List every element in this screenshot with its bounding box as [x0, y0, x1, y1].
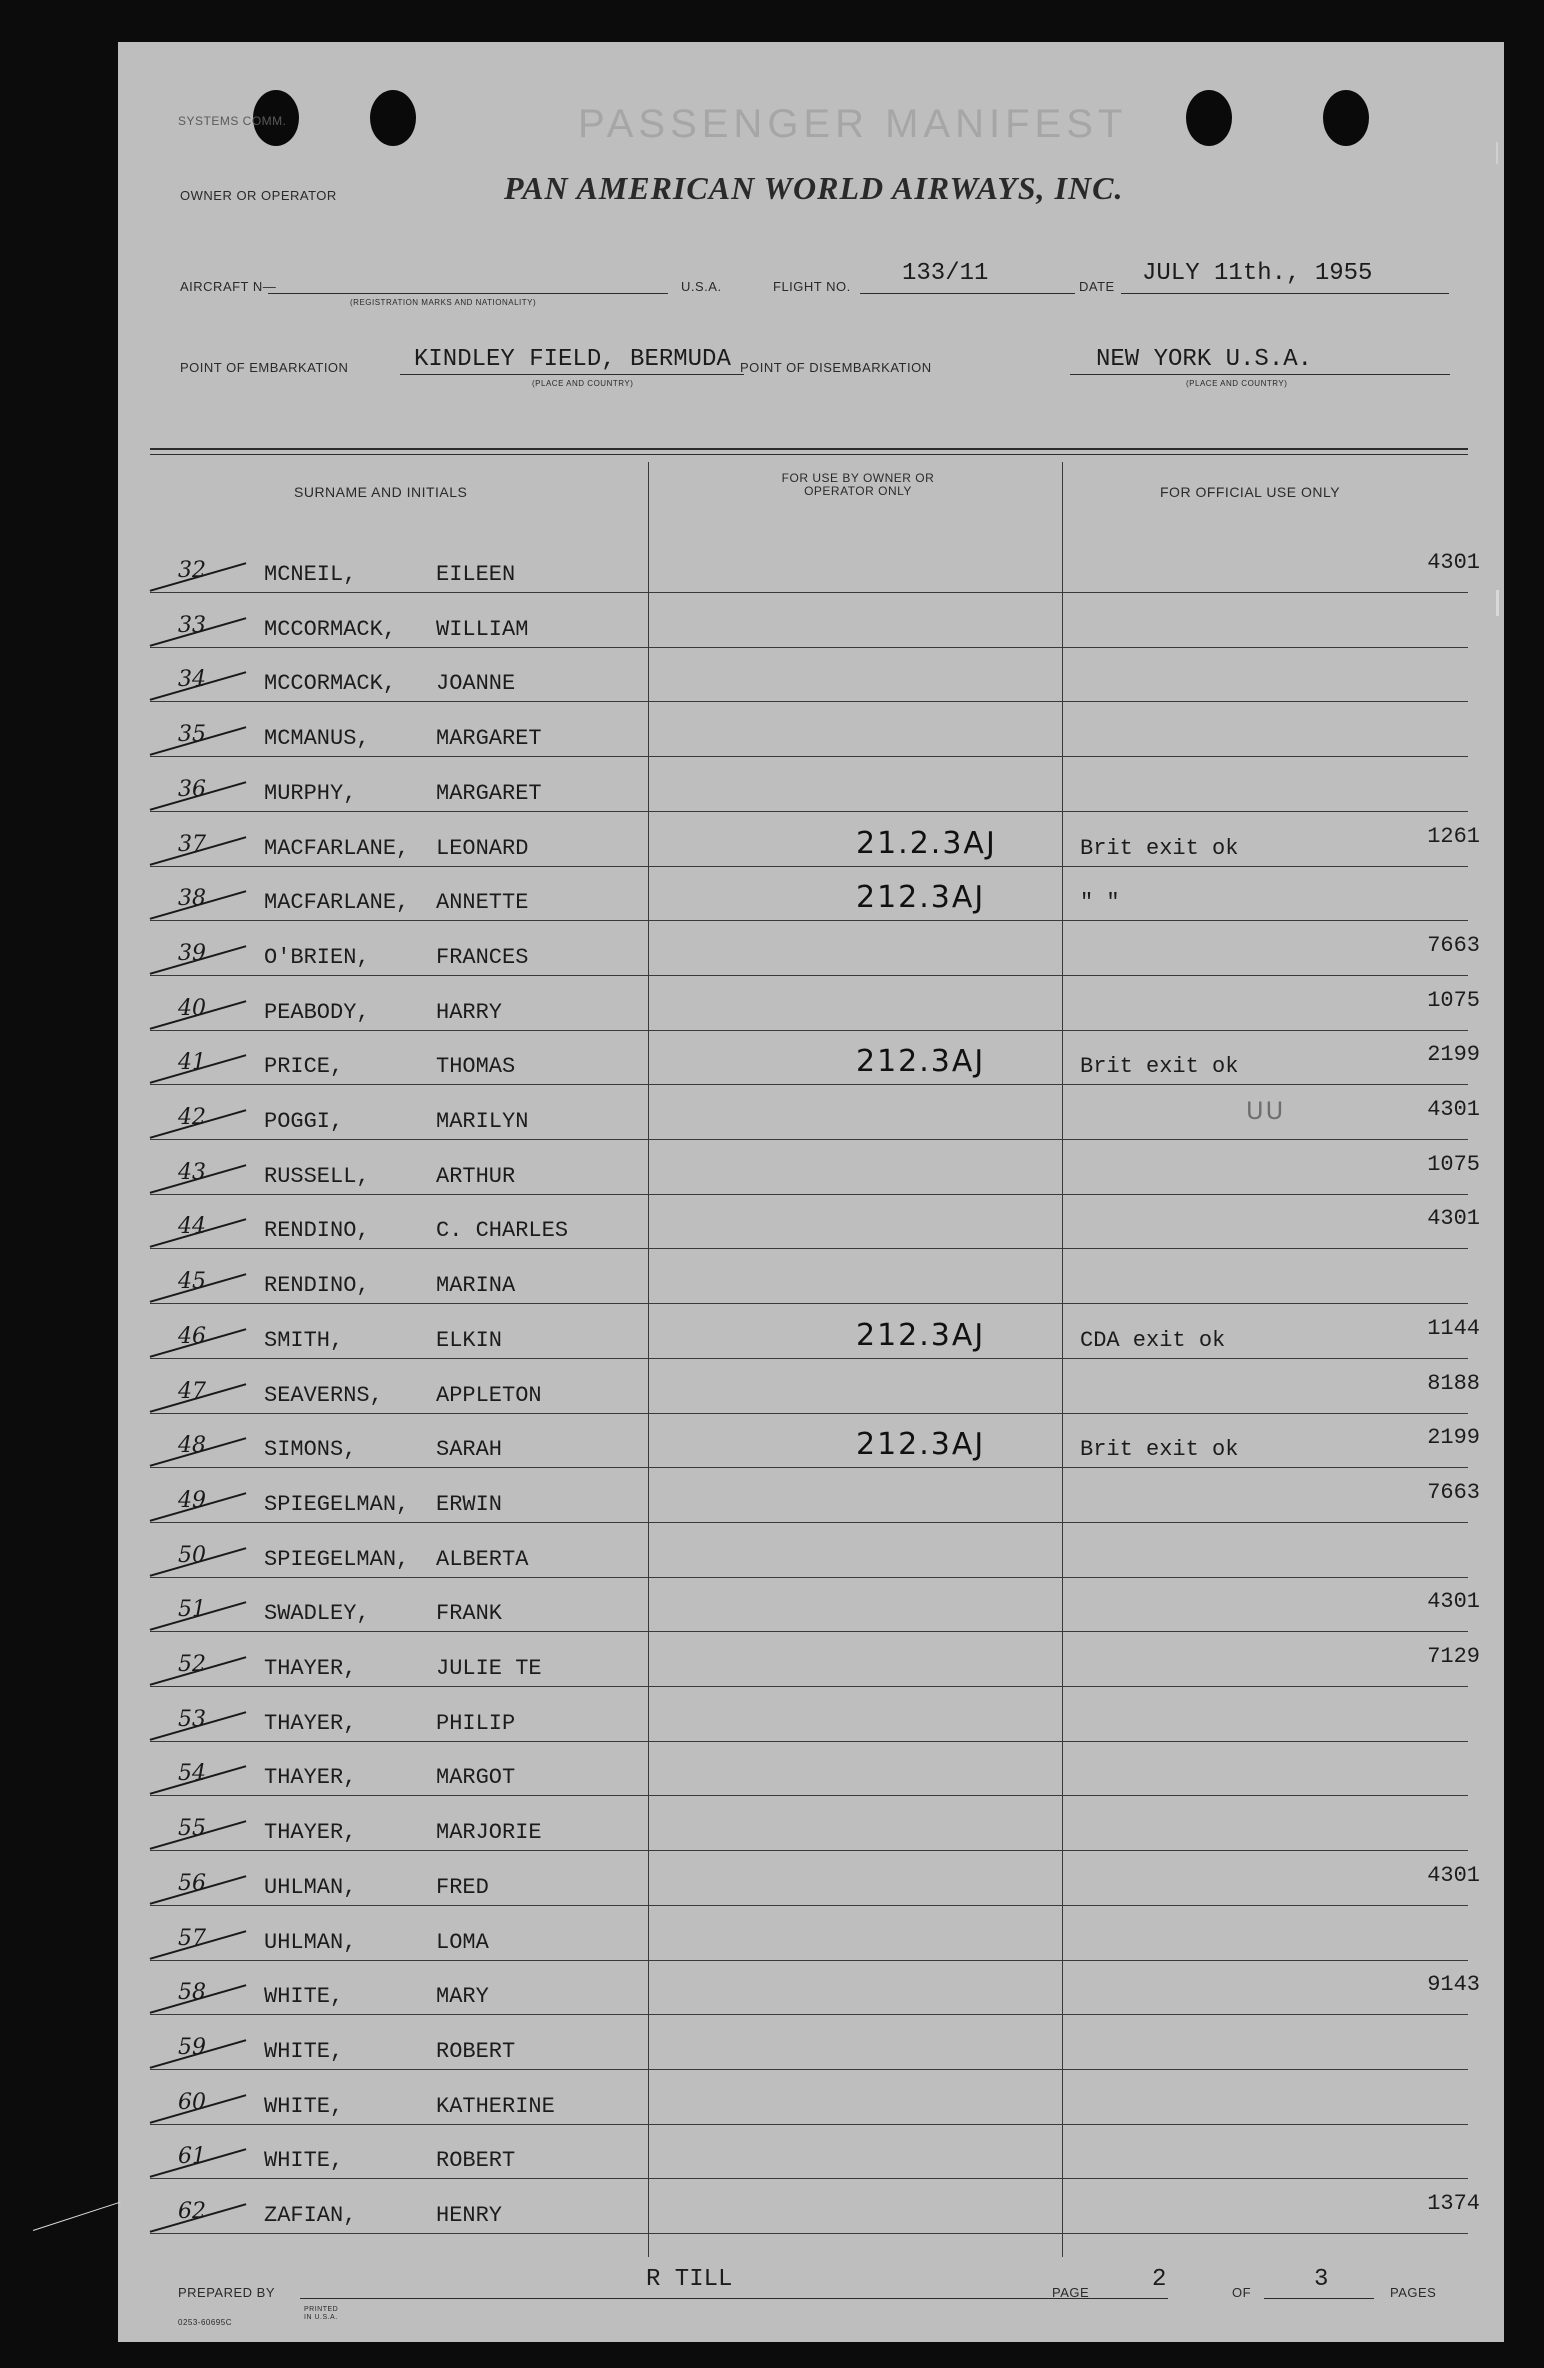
official-note: CDA exit ok — [1080, 1327, 1226, 1353]
passenger-row — [118, 2089, 1504, 2146]
passenger-surname: WHITE, — [264, 1984, 344, 2010]
passenger-row — [118, 1271, 1504, 1325]
passenger-surname: UHLMAN, — [264, 1929, 357, 1955]
passenger-given-name: C. CHARLES — [436, 1218, 569, 1244]
passenger-given-name: JULIE TE — [436, 1656, 542, 1681]
entry-stamp-mark: 212.3AJ — [856, 1317, 986, 1353]
form-title: PASSENGER MANIFEST — [578, 102, 1128, 146]
row-number: 58 — [178, 1980, 206, 2006]
row-number: 37 — [178, 831, 206, 857]
official-code: 7663 — [1427, 932, 1480, 958]
row-number: 57 — [178, 1925, 206, 1951]
passenger-surname: THAYER, — [264, 1765, 357, 1791]
passenger-row — [118, 1589, 1504, 1653]
passenger-given-name: HARRY — [436, 999, 503, 1025]
passenger-given-name: MARGOT — [436, 1765, 516, 1791]
passenger-given-name: HENRY — [436, 2203, 503, 2228]
passenger-row — [118, 1763, 1504, 1817]
passenger-surname: THAYER, — [264, 1656, 357, 1681]
passenger-given-name: ALBERTA — [436, 1546, 529, 1572]
total-pages: 3 — [1314, 2266, 1329, 2293]
passenger-surname: WHITE, — [264, 2093, 344, 2119]
passenger-surname: POGGI, — [264, 1109, 344, 1134]
row-number: 47 — [178, 1378, 206, 1404]
passenger-row — [118, 1315, 1504, 1380]
passenger-given-name: ANNETTE — [436, 890, 529, 916]
aircraft-caption: (REGISTRATION MARKS AND NATIONALITY) — [350, 298, 537, 307]
row-number: 61 — [178, 2144, 206, 2170]
passenger-row — [118, 612, 1504, 669]
embarkation-label: POINT OF EMBARKATION — [180, 360, 349, 375]
passenger-surname: SEAVERNS, — [264, 1382, 383, 1408]
row-number: 55 — [178, 1816, 206, 1842]
passenger-row — [118, 2034, 1504, 2091]
passenger-given-name: FRANCES — [436, 944, 529, 970]
passenger-row — [118, 1818, 1504, 1872]
passenger-surname: MCNEIL, — [264, 562, 357, 587]
passenger-surname: MACFARLANE, — [264, 835, 410, 861]
passenger-row — [118, 1972, 1504, 2036]
passenger-row — [118, 2191, 1504, 2255]
passenger-given-name: SARAH — [436, 1437, 503, 1463]
embarkation-point: KINDLEY FIELD, BERMUDA — [414, 346, 731, 373]
printed-in: PRINTED IN U.S.A. — [304, 2306, 339, 2321]
entry-stamp-mark: 212.3AJ — [856, 1427, 986, 1463]
passenger-surname: WHITE, — [264, 2148, 344, 2174]
entry-stamp-mark: 212.3AJ — [856, 1044, 986, 1080]
official-code: 7129 — [1427, 1644, 1480, 1669]
passenger-given-name: LEONARD — [436, 835, 529, 861]
passenger-surname: SPIEGELMAN, — [264, 1546, 410, 1572]
date-label: DATE — [1079, 279, 1115, 294]
passenger-given-name: ROBERT — [436, 2148, 516, 2174]
entry-stamp-mark: 212.3AJ — [856, 880, 986, 916]
passenger-row — [118, 550, 1504, 614]
passenger-surname: THAYER, — [264, 1710, 357, 1736]
row-number: 40 — [178, 995, 206, 1021]
passenger-surname: ZAFIAN, — [264, 2203, 357, 2228]
passenger-row — [118, 2146, 1504, 2200]
page-label: PAGE — [1052, 2285, 1090, 2300]
entry-stamp-mark: 21.2.3AJ — [856, 825, 997, 861]
passenger-given-name: APPLETON — [436, 1382, 542, 1408]
prepared-by: R TILL — [646, 2266, 733, 2293]
row-number: 49 — [178, 1487, 206, 1513]
official-code: 4301 — [1427, 550, 1480, 575]
passenger-row — [118, 932, 1504, 997]
aircraft-label: AIRCRAFT N— — [180, 279, 277, 294]
passenger-row — [118, 823, 1504, 888]
passenger-given-name: MARILYN — [436, 1109, 529, 1134]
passenger-given-name: FRED — [436, 1874, 489, 1900]
passenger-surname: PEABODY, — [264, 999, 370, 1025]
row-number: 60 — [178, 2089, 206, 2115]
pages-label: PAGES — [1390, 2285, 1437, 2300]
manifest-sheet — [118, 42, 1504, 2342]
passenger-surname: MCCORMACK, — [264, 671, 397, 697]
passenger-row — [118, 1370, 1504, 1435]
passenger-surname: UHLMAN, — [264, 1874, 357, 1900]
passenger-row — [118, 1151, 1504, 1216]
official-code: 7663 — [1427, 1479, 1480, 1505]
row-number: 35 — [178, 722, 206, 748]
passenger-surname: PRICE, — [264, 1054, 344, 1080]
passenger-given-name: MARGARET — [436, 726, 542, 752]
passenger-surname: RUSSELL, — [264, 1163, 370, 1189]
passenger-row — [118, 1479, 1504, 1544]
row-number: 33 — [178, 612, 206, 638]
passenger-given-name: PHILIP — [436, 1710, 516, 1736]
official-code: 4301 — [1427, 1206, 1480, 1232]
passenger-surname: WHITE, — [264, 2038, 344, 2064]
row-number: 39 — [178, 940, 206, 966]
official-code: 4301 — [1427, 1862, 1480, 1888]
passenger-given-name: ERWIN — [436, 1491, 503, 1517]
row-number: 46 — [178, 1323, 206, 1349]
passenger-surname: SIMONS, — [264, 1437, 357, 1463]
registration-stamp: SYSTEMS COMM. — [178, 114, 287, 128]
official-code: 8188 — [1427, 1370, 1480, 1396]
page-number: 2 — [1152, 2266, 1167, 2293]
passenger-row — [118, 724, 1504, 778]
passenger-surname: SMITH, — [264, 1327, 344, 1353]
passenger-given-name: FRANK — [436, 1601, 503, 1627]
passenger-given-name: MARY — [436, 1984, 489, 2010]
column-header-name: SURNAME AND INITIALS — [294, 484, 468, 500]
row-number: 41 — [178, 1050, 206, 1076]
punch-hole — [370, 90, 416, 146]
punch-hole — [1323, 90, 1369, 146]
passenger-given-name: ROBERT — [436, 2038, 516, 2064]
row-number: 53 — [178, 1706, 206, 1732]
disembarkation-caption: (PLACE AND COUNTRY) — [1186, 379, 1288, 388]
official-code: 1261 — [1427, 823, 1480, 849]
row-number: 32 — [178, 558, 206, 583]
official-note: Brit exit ok — [1080, 1054, 1239, 1080]
company-name: PAN AMERICAN WORLD AIRWAYS, INC. — [504, 170, 1124, 206]
disembarkation-point: NEW YORK U.S.A. — [1096, 346, 1313, 373]
passenger-row — [118, 1862, 1504, 1927]
scan-mark — [1496, 142, 1498, 164]
row-number: 44 — [178, 1214, 206, 1240]
column-header-official: FOR OFFICIAL USE ONLY — [1160, 484, 1341, 500]
usa-label: U.S.A. — [681, 279, 722, 294]
passenger-surname: MURPHY, — [264, 780, 357, 806]
passenger-given-name: MARGARET — [436, 780, 542, 806]
punch-hole — [1186, 90, 1232, 146]
flight-label: FLIGHT NO. — [773, 279, 851, 294]
official-code: 2199 — [1427, 1042, 1480, 1068]
passenger-given-name: THOMAS — [436, 1054, 516, 1080]
row-number: 50 — [178, 1542, 206, 1568]
disembarkation-label: POINT OF DISEMBARKATION — [740, 360, 932, 375]
official-note: " " — [1080, 890, 1120, 916]
scan-mark — [1496, 590, 1499, 616]
passenger-surname: THAYER, — [264, 1820, 357, 1846]
row-number: 42 — [178, 1105, 206, 1130]
row-number: 36 — [178, 776, 206, 802]
passenger-surname: MCCORMACK, — [264, 616, 397, 642]
passenger-surname: SPIEGELMAN, — [264, 1491, 410, 1517]
row-number: 45 — [178, 1269, 206, 1295]
passenger-surname: O'BRIEN, — [264, 944, 370, 970]
row-number: 56 — [178, 1870, 206, 1896]
official-code: 1144 — [1427, 1315, 1480, 1341]
passenger-row — [118, 1206, 1504, 1270]
row-number: 62 — [178, 2199, 206, 2224]
stray-mark: UU — [1246, 1097, 1286, 1125]
passenger-row — [118, 987, 1504, 1052]
passenger-given-name: WILLIAM — [436, 616, 529, 642]
passenger-given-name: ARTHUR — [436, 1163, 516, 1189]
passenger-given-name: JOANNE — [436, 671, 516, 697]
passenger-row — [118, 1706, 1504, 1763]
prepared-by-label: PREPARED BY — [178, 2285, 276, 2300]
official-note: Brit exit ok — [1080, 835, 1239, 861]
passenger-row — [118, 1542, 1504, 1599]
passenger-given-name: MARINA — [436, 1273, 516, 1299]
flight-number: 133/11 — [902, 260, 989, 287]
row-number: 38 — [178, 886, 206, 912]
passenger-surname: RENDINO, — [264, 1218, 370, 1244]
passenger-row — [118, 1925, 1504, 1982]
passenger-surname: SWADLEY, — [264, 1601, 370, 1627]
passenger-row — [118, 1042, 1504, 1106]
manifest-date: JULY 11th., 1955 — [1142, 260, 1373, 287]
official-code: 4301 — [1427, 1589, 1480, 1615]
passenger-surname: MACFARLANE, — [264, 890, 410, 916]
passenger-given-name: EILEEN — [436, 562, 516, 587]
official-code: 1075 — [1427, 987, 1480, 1013]
passenger-row — [118, 776, 1504, 833]
passenger-row — [118, 669, 1504, 723]
form-number: 0253-60695C — [178, 2318, 232, 2327]
row-number: 34 — [178, 667, 206, 693]
passenger-row — [118, 1644, 1504, 1708]
passenger-surname: MCMANUS, — [264, 726, 370, 752]
official-note: Brit exit ok — [1080, 1437, 1239, 1463]
official-code: 1374 — [1427, 2191, 1480, 2216]
row-number: 59 — [178, 2034, 206, 2060]
embarkation-caption: (PLACE AND COUNTRY) — [532, 379, 634, 388]
row-number: 51 — [178, 1597, 206, 1623]
official-code: 1075 — [1427, 1151, 1480, 1177]
owner-label: OWNER OR OPERATOR — [180, 188, 337, 203]
official-code: 4301 — [1427, 1097, 1480, 1122]
passenger-given-name: KATHERINE — [436, 2093, 555, 2119]
passenger-given-name: MARJORIE — [436, 1820, 542, 1846]
passenger-row — [118, 1425, 1504, 1489]
passenger-row — [118, 880, 1504, 942]
row-number: 48 — [178, 1433, 206, 1459]
column-header-owner-use: FOR USE BY OWNER OR OPERATOR ONLY — [781, 471, 935, 498]
of-label: OF — [1232, 2285, 1252, 2300]
row-number: 54 — [178, 1761, 206, 1787]
passenger-given-name: ELKIN — [436, 1327, 503, 1353]
official-code: 9143 — [1427, 1972, 1480, 1998]
row-number: 52 — [178, 1652, 206, 1677]
passenger-given-name: LOMA — [436, 1929, 489, 1955]
passenger-surname: RENDINO, — [264, 1273, 370, 1299]
official-code: 2199 — [1427, 1425, 1480, 1451]
row-number: 43 — [178, 1159, 206, 1185]
passenger-row — [118, 1097, 1504, 1161]
